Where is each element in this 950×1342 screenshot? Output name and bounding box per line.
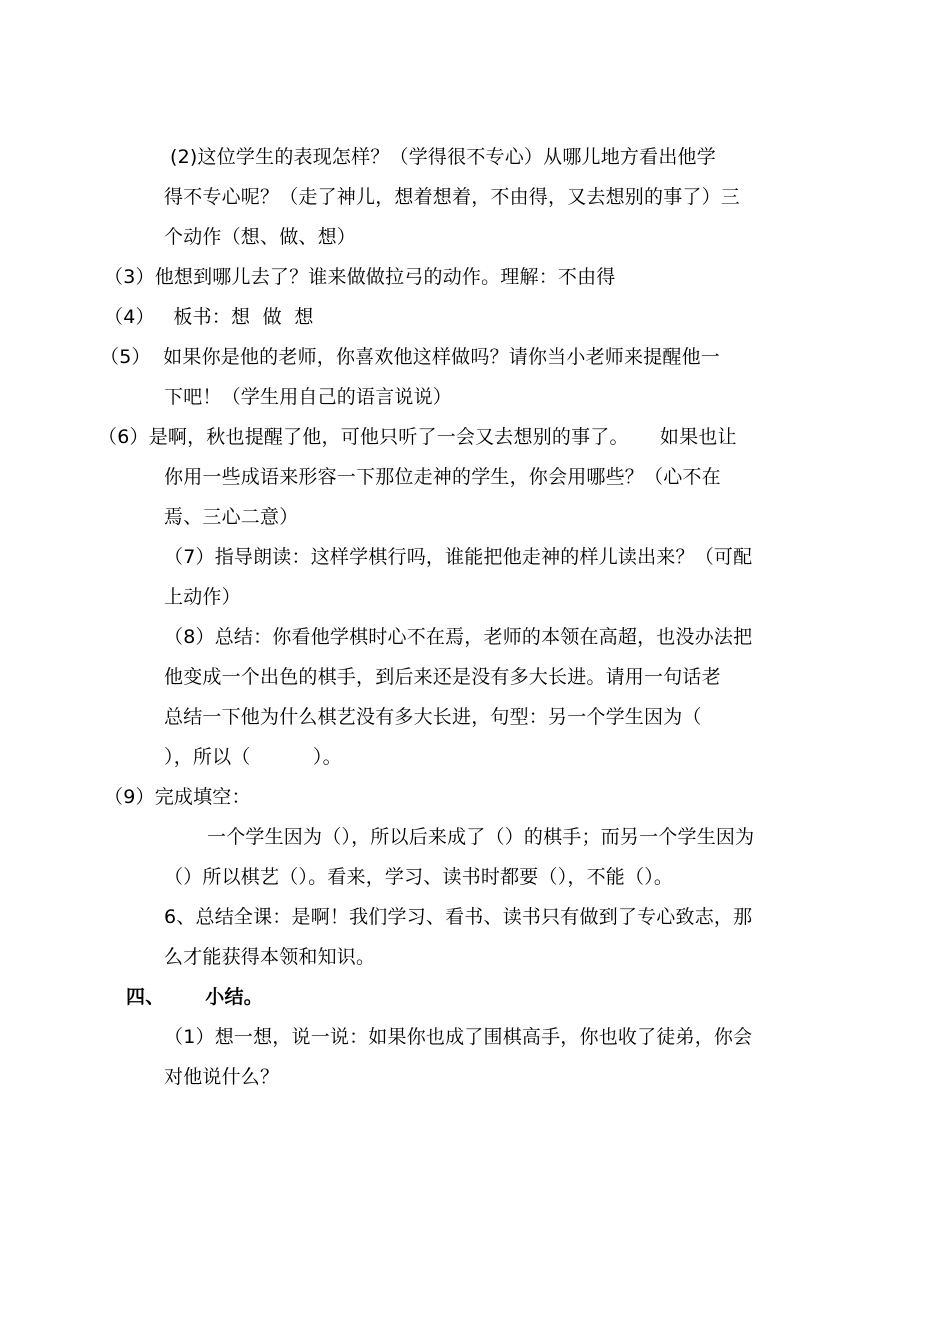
text-line-21: 么才能获得本领和知识。 bbox=[164, 946, 376, 968]
text-line-6: （5） 如果你是他的老师，你喜欢他这样做吗？请你当小老师来提醒他一 bbox=[100, 346, 720, 368]
text-line-18: 一个学生因为（），所以后来成了（）的棋手；而另一个学生因为 bbox=[207, 826, 755, 848]
section-heading: 四、 小结。 bbox=[126, 986, 263, 1008]
text-line-11: （7）指导朗读：这样学棋行吗，谁能把他走神的样儿读出来？（可配 bbox=[164, 546, 753, 568]
text-line-24: 对他说什么？ bbox=[164, 1066, 280, 1088]
text-line-3: 个动作（想、做、想） bbox=[164, 226, 357, 248]
text-line-17: （9）完成填空： bbox=[104, 786, 251, 808]
text-line-8: （6）是啊，秋也提醒了他，可他只听了一会又去想别的事了。 如果也让 bbox=[98, 426, 737, 448]
text-line-13: （8）总结：你看他学棋时心不在焉，老师的本领在高超，也没办法把 bbox=[164, 626, 753, 648]
text-line-16: ），所以（ ）。 bbox=[164, 746, 342, 768]
text-line-2: 得不专心呢？（走了神儿，想着想着，不由得，又去想别的事了）三 bbox=[164, 186, 741, 208]
text-line-9: 你用一些成语来形容一下那位走神的学生，你会用哪些？（心不在 bbox=[164, 466, 721, 488]
text-line-20: 6、总结全课：是啊！我们学习、看书、读书只有做到了专心致志，那 bbox=[164, 906, 753, 928]
text-line-10: 焉、三心二意） bbox=[164, 506, 299, 528]
text-line-15: 总结一下他为什么棋艺没有多大长进，句型：另一个学生因为（ bbox=[164, 706, 702, 728]
text-line-7: 下吧！（学生用自己的语言说说） bbox=[164, 386, 453, 408]
text-line-12: 上动作） bbox=[164, 586, 241, 608]
text-line-5: （4） 板书：想 做 想 bbox=[104, 306, 314, 328]
text-line-19: （）所以棋艺（）。看来，学习、读书时都要（），不能（）。 bbox=[164, 866, 674, 888]
text-line-23: （1）想一想，说一说：如果你也成了围棋高手，你也收了徒弟，你会 bbox=[164, 1026, 753, 1048]
text-line-1: (2)这位学生的表现怎样？（学得很不专心）从哪儿地方看出他学 bbox=[170, 146, 716, 168]
text-line-4: （3）他想到哪儿去了？谁来做做拉弓的动作。理解：不由得 bbox=[104, 266, 616, 288]
text-line-14: 他变成一个出色的棋手，到后来还是没有多大长进。请用一句话老 bbox=[164, 666, 721, 688]
